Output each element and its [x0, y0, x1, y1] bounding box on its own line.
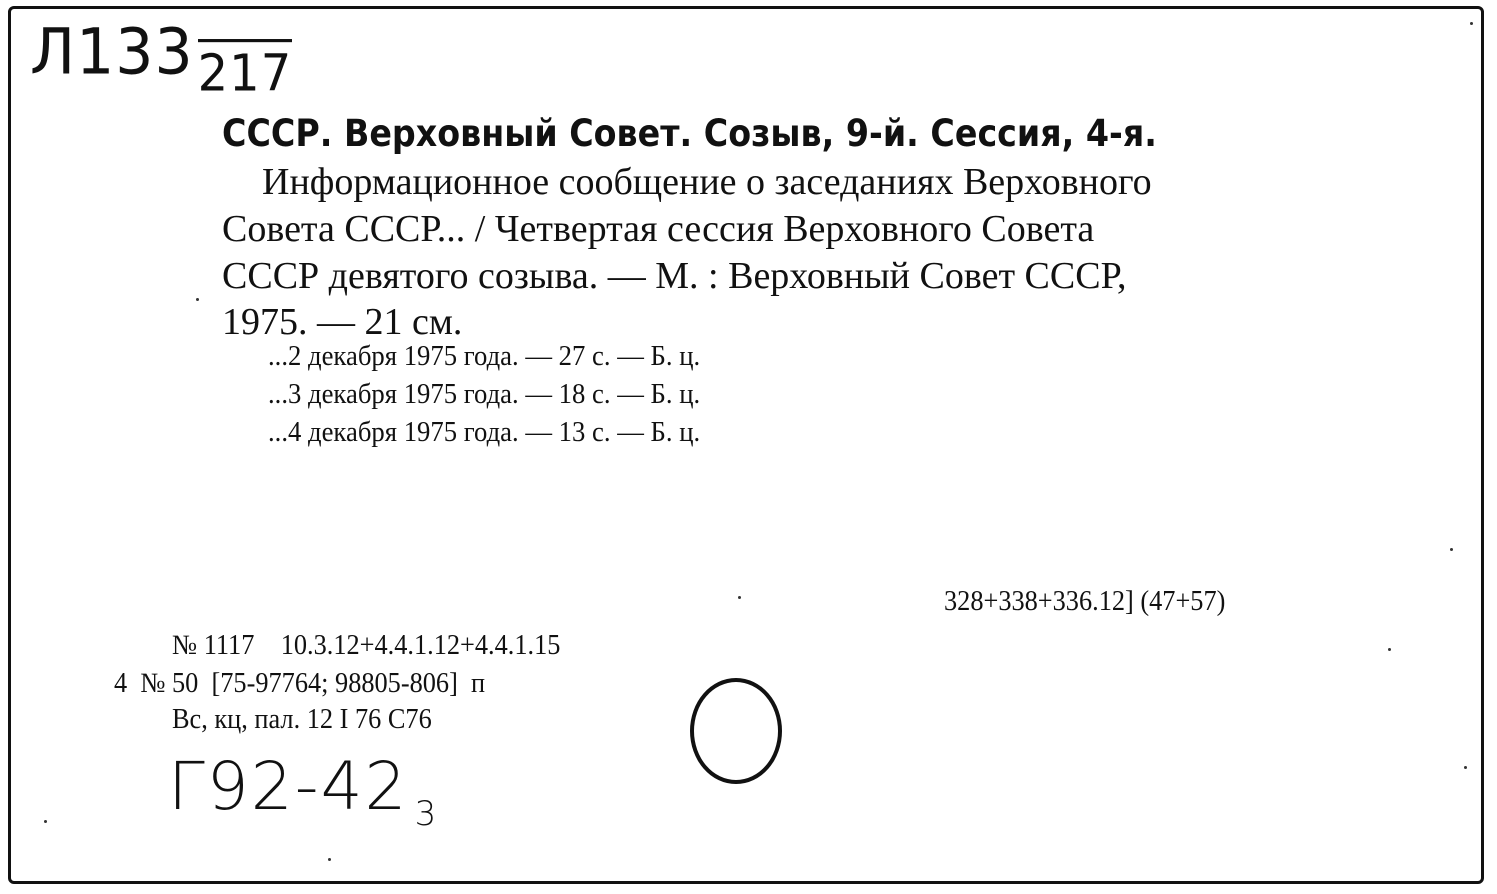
stamp-circle [690, 678, 782, 784]
shelf-mark-code: Л133 [30, 15, 194, 90]
description-line: СССР девятого созыва. — М. : Верховный Совет СССР, [222, 255, 1127, 297]
speck [738, 596, 741, 599]
issue-line: ...4 декабря 1975 года. — 13 с. — Б. ц. [268, 416, 701, 448]
speck [328, 858, 331, 861]
description-line: 1975. — 21 см. [222, 301, 463, 343]
speck [44, 820, 47, 823]
record-batch-line: 4 № 50 [75-97764; 98805-806] п [114, 668, 486, 699]
serial-number [168, 748, 438, 834]
speck [196, 298, 199, 301]
speck [1450, 548, 1453, 551]
shelf-mark [30, 16, 292, 103]
speck [1464, 766, 1467, 769]
shelf-mark-fraction: 217 [198, 39, 293, 103]
speck [1388, 648, 1391, 651]
issue-line: ...2 декабря 1975 года. — 27 с. — Б. ц. [268, 340, 701, 372]
record-print-line: Вс, кц, пал. 12 I 76 С76 [172, 704, 432, 735]
record-number-line: № 1117 10.3.12+4.4.1.12+4.4.1.15 [172, 630, 561, 661]
card-heading: СССР. Верховный Совет. Созыв, 9-й. Сессия, 4-я. [222, 112, 1157, 155]
speck [1470, 22, 1473, 25]
serial-number-tail: 3 [414, 794, 439, 834]
issue-line: ...3 декабря 1975 года. — 18 с. — Б. ц. [268, 378, 701, 410]
serial-number-text: Г92-42 [168, 748, 409, 825]
description-line: Информационное сообщение о заседаниях Верховного [262, 161, 1152, 203]
description-line: Совета СССР... / Четвертая сессия Верховного Совета [222, 208, 1095, 250]
classification-index: 328+338+336.12] (47+57) [944, 586, 1226, 617]
